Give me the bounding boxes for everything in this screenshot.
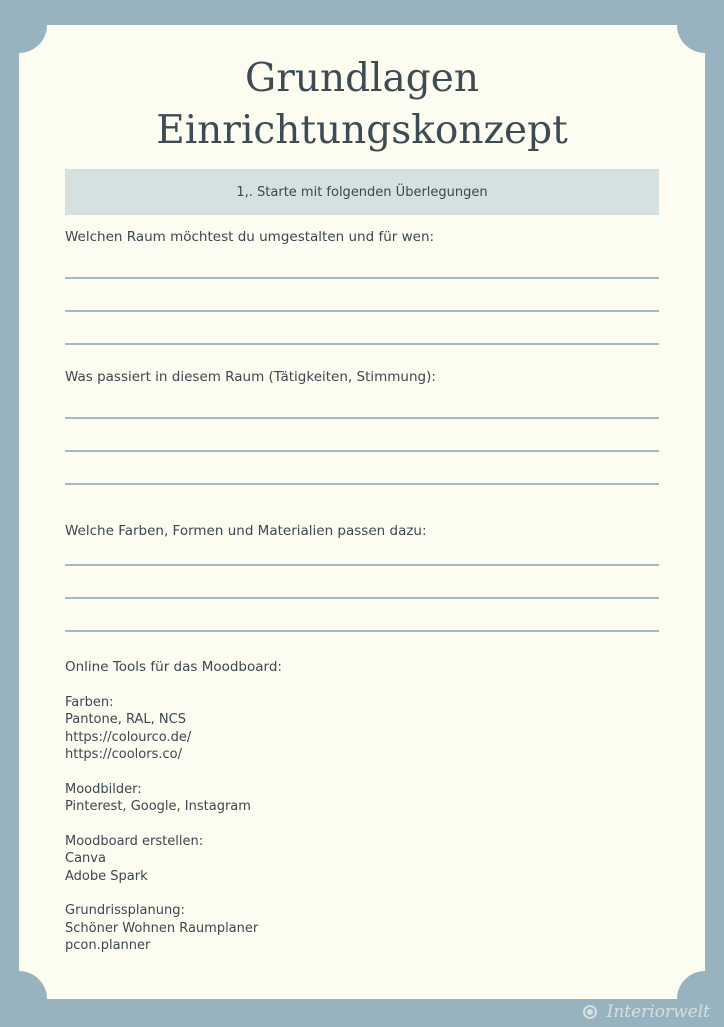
- watermark-text: Interiorwelt: [606, 1002, 710, 1022]
- answer-line: [65, 343, 659, 345]
- tool-group-label: Moodboard erstellen:: [65, 833, 204, 849]
- tool-group-moodboard: [65, 833, 625, 886]
- corner-notch: [0, 971, 47, 1027]
- answer-line: [65, 277, 659, 279]
- tool-group-label: Grundrissplanung:: [65, 903, 185, 918]
- answer-line: [65, 417, 659, 419]
- tool-link[interactable]: https://colourco.de/: [65, 729, 192, 745]
- tool-group-moodimages: [65, 781, 625, 816]
- answer-line: [65, 483, 659, 485]
- tool-group-floorplan: [65, 902, 625, 955]
- tool-group-colors: [65, 694, 625, 764]
- page-title: [19, 53, 705, 157]
- tool-item: Canva: [65, 851, 106, 866]
- tool-item: pcon.planner: [65, 938, 151, 953]
- worksheet-page: [19, 25, 705, 999]
- tool-item: Pantone, RAL, NCS: [65, 712, 186, 727]
- title-line-1: Grundlagen: [245, 56, 479, 101]
- question-materials: Welche Farben, Formen und Materialien passen dazu:: [65, 523, 427, 539]
- answer-line: [65, 630, 659, 632]
- tool-group-label: Farben:: [65, 694, 114, 710]
- online-tools-list: [65, 659, 625, 972]
- tool-item: Adobe Spark: [65, 868, 148, 884]
- watermark: [583, 1002, 710, 1022]
- answer-line: [65, 564, 659, 566]
- tool-item: Schöner Wohnen Raumplaner: [65, 920, 259, 936]
- answer-line: [65, 450, 659, 452]
- tool-item: Pinterest, Google, Instagram: [65, 799, 251, 814]
- answer-line: [65, 597, 659, 599]
- tools-heading: Online Tools für das Moodboard:: [65, 659, 282, 675]
- question-room: Welchen Raum möchtest du umgestalten und für wen:: [65, 229, 435, 245]
- tool-link[interactable]: https://coolors.co/: [65, 747, 182, 762]
- section-banner: 1,. Starte mit folgenden Überlegungen: [65, 169, 659, 215]
- corner-notch: [677, 0, 724, 53]
- title-line-2: Einrichtungskonzept: [156, 108, 568, 153]
- watermark-logo-icon: [583, 1005, 597, 1019]
- question-activities: Was passiert in diesem Raum (Tätigkeiten, Stimmung):: [65, 369, 436, 385]
- tool-group-label: Moodbilder:: [65, 781, 142, 797]
- corner-notch: [0, 0, 47, 53]
- answer-line: [65, 310, 659, 312]
